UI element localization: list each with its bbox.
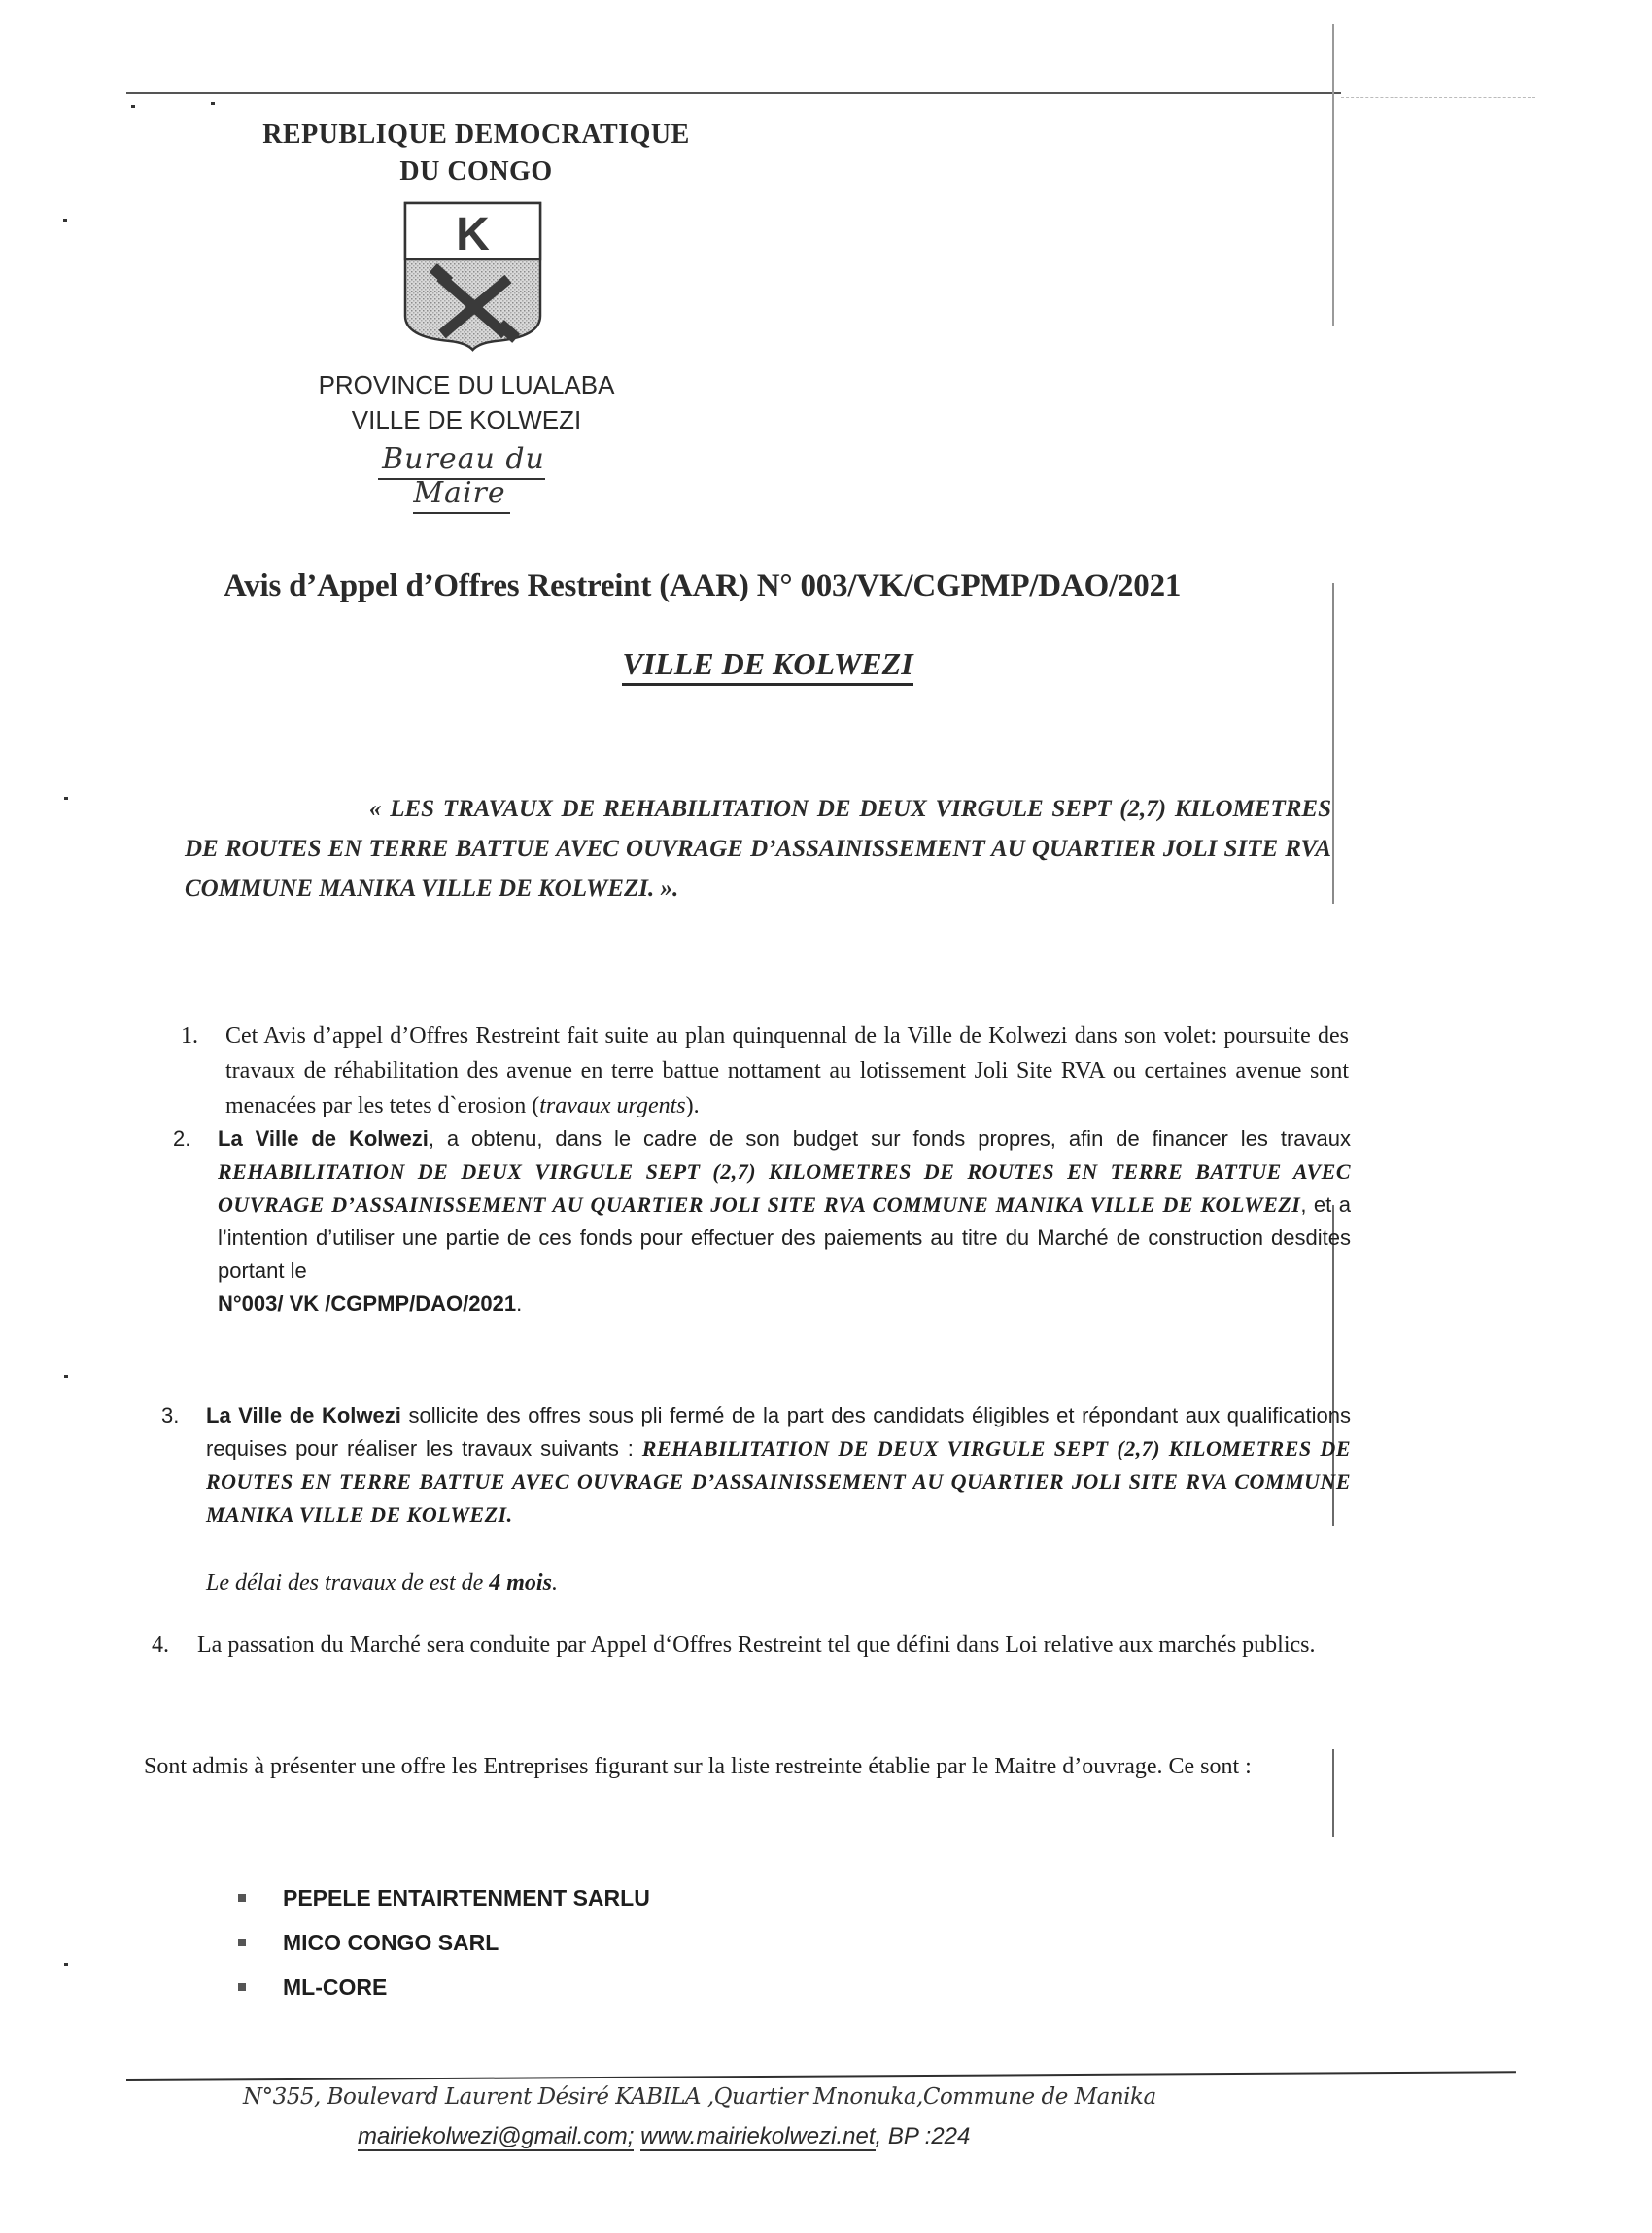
bullet-icon [238, 1939, 246, 1946]
footer-address: N°355, Boulevard Laurent Désiré KABILA ,Quartier Mnonuka,Commune de Manika [243, 2084, 1156, 2110]
item-body: sollicite des offres sous pli fermé de la part des candidats éligibles et répondant aux qualifications requises pour réaliser les travaux suivants : [206, 1403, 1351, 1460]
item-tail: ). [685, 1093, 700, 1118]
item-body: Cet Avis d’appel d’Offres Restreint fait suite au plan quinquennal de la Ville de Kolwezi dans son volet: poursuite des travaux de réhabilitation des avenue en terre battue nottament au lotissement Joli Site RVA ou certaines avenue sont menacées par les tetes d`erosion ( [225, 1023, 1349, 1118]
item-italic: REHABILITATION DE DEUX VIRGULE SEPT (2,7) KILOMETRES DE ROUTES EN TERRE BATTUE AVEC OUVRAGE D’ASSAINISSEMENT AU QUARTIER JOLI SITE RVA COMMUNE MANIKA VILLE DE KOLWEZI. [206, 1436, 1351, 1527]
list-item [238, 1875, 650, 1920]
footer-contacts [358, 2123, 970, 2150]
item-text [225, 1018, 1349, 1123]
province-name: PROVINCE DU LUALABA [318, 370, 615, 399]
delay-value: 4 mois [489, 1570, 552, 1596]
quote-text: « LES TRAVAUX DE REHABILITATION DE DEUX VIRGULE SEPT (2,7) KILOMETRES DE ROUTES EN TERRE BATTUE AVEC OUVRAGE D’ASSAINISSEMENT AU QUARTIER JOLI SITE RVA COMMUNE MANIKA VILLE DE KOLWEZI. ». [185, 796, 1331, 902]
scan-dot [211, 102, 215, 105]
company-name: ML-CORE [283, 1975, 388, 2000]
item-number: 4. [152, 1632, 169, 1658]
svg-text:K: K [456, 209, 490, 260]
delay-tail: . [551, 1570, 558, 1596]
company-list [238, 1875, 650, 2010]
footer-rule [126, 2071, 1516, 2081]
item-body: , a obtenu, dans le cadre de son budget sur fonds propres, afin de financer les travaux [428, 1126, 1351, 1151]
item-italic: REHABILITATION DE DEUX VIRGULE SEPT (2,7) KILOMETRES DE ROUTES EN TERRE BATTUE AVEC OUVRAGE D’ASSAINISSEMENT AU QUARTIER JOLI SITE RVA COMMUNE MANIKA VILLE DE KOLWEZI [218, 1159, 1351, 1217]
delay-line [206, 1566, 1178, 1599]
fold-line-upper [1332, 24, 1334, 326]
country-line-2: DU CONGO [399, 156, 553, 187]
office-signature [340, 442, 583, 510]
item-italic: travaux urgents [539, 1093, 686, 1118]
scan-dot [63, 219, 67, 222]
subtitle-text: VILLE DE KOLWEZI [622, 646, 912, 686]
footer-email-link[interactable]: mairiekolwezi@gmail.com; [358, 2123, 635, 2149]
item-number: 3. [161, 1403, 180, 1427]
top-rule-faint [1341, 97, 1535, 98]
country-header [233, 117, 719, 190]
footer-website-link[interactable]: www.mairiekolwezi.net [640, 2123, 876, 2149]
item-text [218, 1122, 1351, 1321]
item-text [206, 1399, 1351, 1531]
office-name: Bureau du Maire [378, 442, 545, 514]
company-name: MICO CONGO SARL [283, 1930, 499, 1955]
footer-bp: , BP :224 [875, 2123, 971, 2149]
top-rule [126, 92, 1341, 94]
province-block [292, 367, 641, 437]
scan-dot [64, 797, 68, 800]
item-body-2: , et a l’intention d’utiliser une partie de ces fonds pour effectuer des paiements au titre du Marché de construction desdites portant le [218, 1192, 1351, 1283]
item-reference: N°003/ VK /CGPMP/DAO/2021 [218, 1291, 517, 1316]
company-name: PEPELE ENTAIRTENMENT SARLU [283, 1885, 650, 1910]
item-text: La passation du Marché sera conduite par Appel d‘Offres Restreint tel que défini dans Loi relative aux marchés publics. [197, 1632, 1316, 1658]
scan-dot [64, 1375, 68, 1378]
item-number: 1. [181, 1023, 198, 1048]
coat-of-arms-icon [403, 201, 542, 352]
delay-text: Le délai des travaux de est de [206, 1570, 490, 1596]
scan-dot [131, 105, 135, 108]
list-item [238, 1920, 650, 1965]
item-bold-lead: La Ville de Kolwezi [206, 1403, 401, 1427]
page-title: Avis d’Appel d’Offres Restreint (AAR) N° 003/VK/CGPMP/DAO/2021 [224, 568, 1182, 603]
scan-dot [64, 1963, 68, 1966]
item-number: 2. [173, 1126, 191, 1151]
city-name: VILLE DE KOLWEZI [351, 405, 582, 434]
item-tail: . [516, 1291, 523, 1316]
bullet-icon [238, 1894, 246, 1902]
country-line-1: REPUBLIQUE DEMOCRATIQUE [262, 120, 690, 150]
bullet-icon [238, 1983, 246, 1991]
project-quote [185, 789, 1331, 909]
page-subtitle [583, 646, 952, 682]
eligible-intro: Sont admis à présenter une offre les Entreprises figurant sur la liste restreinte établie par le Maitre d’ouvrage. Ce sont : [144, 1754, 1252, 1779]
item-bold-lead: La Ville de Kolwezi [218, 1126, 429, 1151]
list-item [238, 1965, 650, 2010]
fold-line-title [1332, 583, 1334, 904]
